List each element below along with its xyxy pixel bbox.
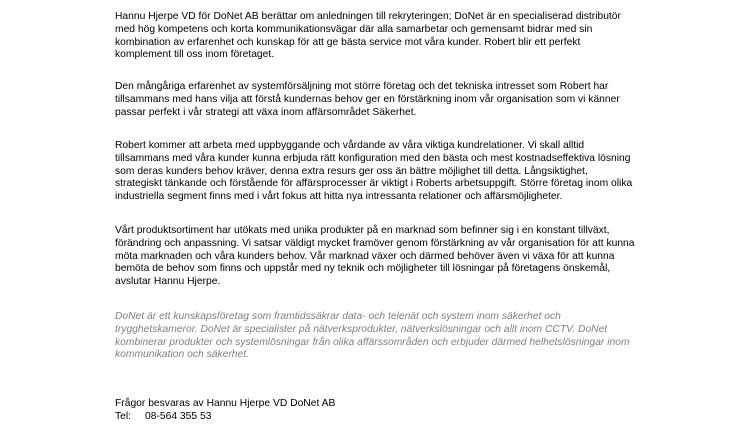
paragraph-line: trygghetskameror. DoNet är specialister på nätverksprodukter, nätverkslösningar och allt inom CCTV. DoNet xyxy=(115,323,608,335)
contact-line: Frågor besvaras av Hannu Hjerpe VD DoNet AB xyxy=(115,398,336,409)
phone-label: Tel: xyxy=(115,410,132,422)
paragraph-line: med hög kompetens och korta kommunikationsvägar där alla samarbetar och gemensamt bidrar med sin xyxy=(115,23,593,35)
paragraph-line: som deras kunders behov kräver, denna extra resurs ger oss än bättre möjlighet till detta. Långsiktighet, xyxy=(115,165,588,177)
paragraph-line: Hannu Hjerpe VD för DoNet AB berättar om anledningen till rekryteringen; DoNet är en specialiserad distributör xyxy=(115,11,621,22)
paragraph-line: komplement till oss inom företaget. xyxy=(115,49,275,61)
paragraph-line: strategiskt tänkande och förstående för affärsprocesser är viktigt i Roberts arbetsuppgift. Större företag inom olika xyxy=(115,178,633,190)
paragraph-line: avslutar Hannu Hjerpe. xyxy=(115,276,221,288)
paragraph-products xyxy=(115,225,635,289)
paragraph-line: Vårt produktsortiment har utökats med unika produkter på en marknad som befinner sig i en konstant tillväxt, xyxy=(115,225,610,236)
paragraph-about-donet xyxy=(115,311,630,362)
paragraph-line: passar perfekt i vår strategi att växa inom affärsområdet Säkerhet. xyxy=(115,106,417,118)
paragraph-line: industriella segment finns med i vårt fokus att hitta nya intressanta relationer och affärsmöjligheter. xyxy=(115,191,563,203)
paragraph-line: möta marknaden och våra kunders behov. Vår marknad växer och därmed behöver även vi växa för att kunna xyxy=(115,250,615,262)
paragraph-line: kombination av erfarenhet och kunskap för att ge bästa service mot våra kunder. Robert blir ett perfekt xyxy=(115,36,581,48)
phone-number: 08-564 355 53 xyxy=(145,410,212,422)
paragraph-line: tillsammans med hans vilja att förstå kundernas behov ger en förstärkning inom vår organisation som vi känner xyxy=(115,93,620,105)
paragraph-line: kommunikation och säkerhet. xyxy=(115,349,249,361)
paragraph-line: Robert kommer att arbeta med uppbyggande och vårdande av våra viktiga kundrelationer. Vi skall alltid xyxy=(115,140,585,151)
paragraph-experience xyxy=(115,81,620,119)
paragraph-line: bemöta de behov som finns och uppstår med ny teknik och möjligheter till lösningar på företagens önskemål, xyxy=(115,263,611,275)
paragraph-role xyxy=(115,140,632,204)
paragraph-line: tillsammans med våra kunder kunna erbjuda rätt konfiguration med den bästa och mest kostnadseffektiva lösning xyxy=(115,152,631,164)
paragraph-line: DoNet är ett kunskapsföretag som framtidssäkrar data- och telenät och system inom säkerhet och xyxy=(115,311,561,322)
paragraph-line: kombinerar produkter och systemlösningar från olika affärssområden och erbjuder därmed helhetslösningar inom xyxy=(115,336,630,348)
contact-block xyxy=(115,398,335,424)
paragraph-line: förändring och anpassning. Vi satsar väldigt mycket framöver genom förstärkning av vår organisation för att kunna xyxy=(115,237,635,249)
paragraph-line: Den mångåriga erfarenhet av systemförsäljning mot större företag och det tekniska intresset som Robert har xyxy=(115,81,609,92)
paragraph-intro xyxy=(115,11,621,62)
contact-phone xyxy=(115,411,335,424)
